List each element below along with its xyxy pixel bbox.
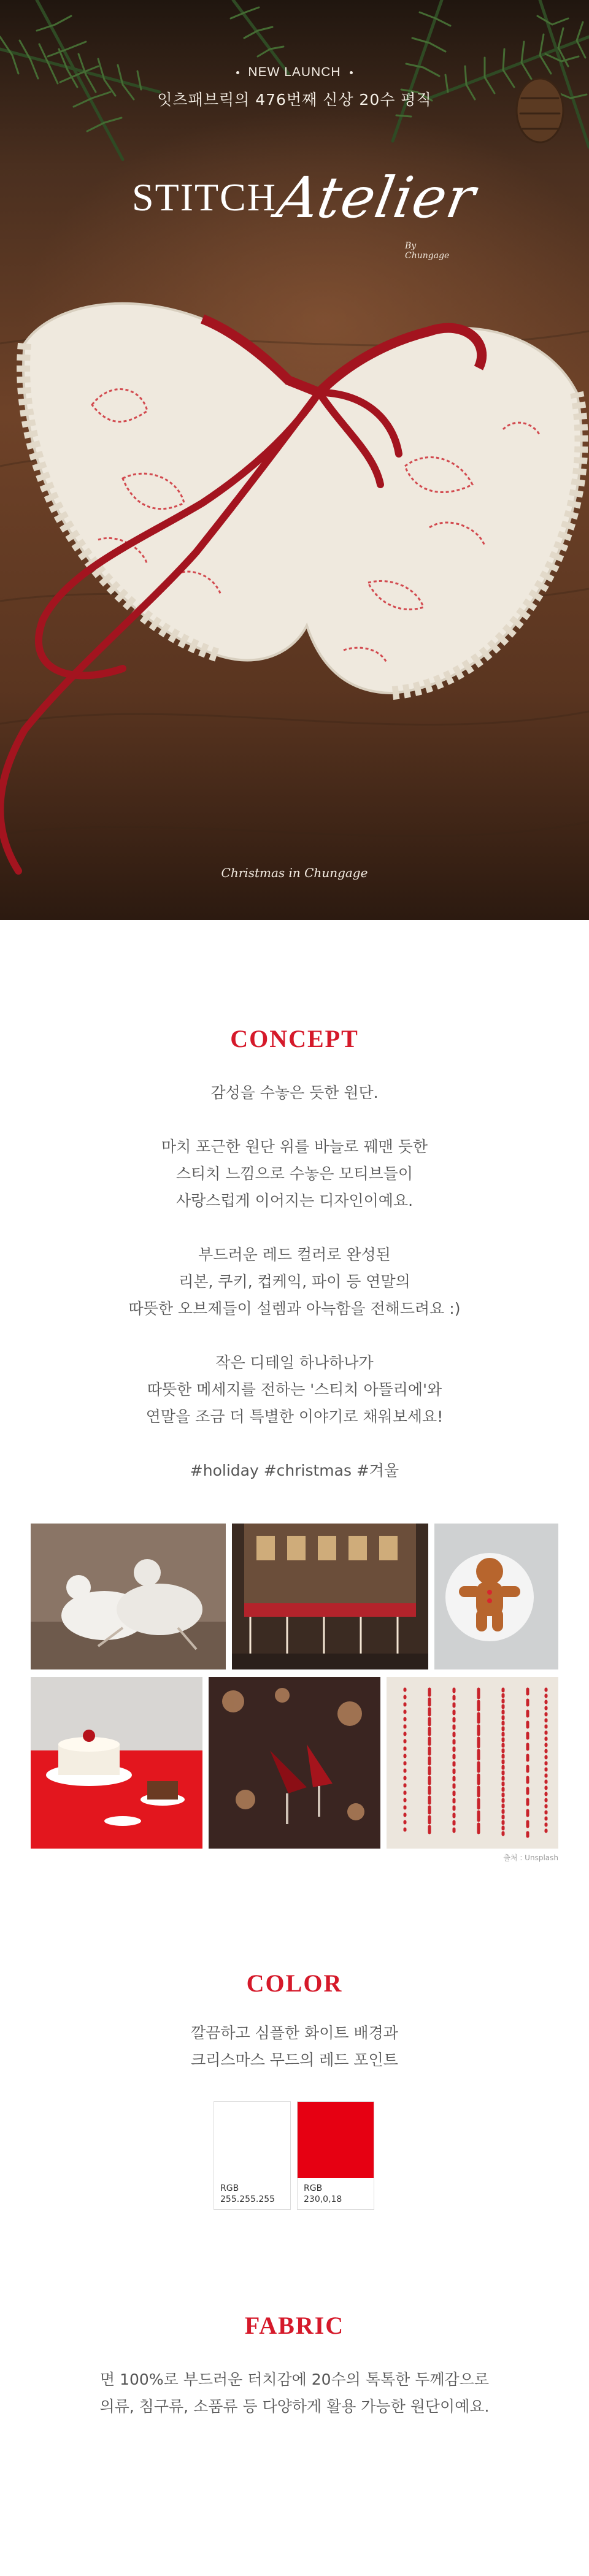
hero-script-caption: Christmas in Chungage: [221, 865, 368, 880]
photo-paris-cafe: [232, 1524, 428, 1669]
swatch-rgb-value: 230,0,18: [304, 2195, 342, 2204]
concept-title: CONCEPT: [230, 1025, 359, 1052]
photo-doves: [31, 1524, 226, 1669]
badge-label: NEW LAUNCH: [248, 65, 341, 79]
swatch-rgb-value: 255.255.255: [220, 2195, 275, 2204]
concept-line: 감성을 수놓은 듯한 원단.: [210, 1084, 379, 1102]
photo-cake: [31, 1677, 202, 1849]
concept-line: 부드러운 레드 컬러로 완성된: [198, 1246, 391, 1263]
photo-wine-toast: [209, 1677, 380, 1849]
bullet-dot: [236, 71, 239, 74]
concept-line: 연말을 조금 더 특별한 이야기로 채워보세요!: [145, 1408, 444, 1425]
logo-stitch-text: STITCH: [132, 175, 277, 219]
photo-gingerbread: [434, 1524, 558, 1669]
concept-text: [0, 1079, 589, 1484]
collar-product: [0, 304, 581, 871]
color-line: 크리스마스 무드의 레드 포인트: [191, 2051, 398, 2069]
bullet-dot: [350, 71, 353, 74]
swatch-label: [220, 2183, 275, 2205]
color-line: 깔끔하고 심플한 화이트 배경과: [191, 2024, 398, 2042]
fabric-line: 면 100%로 부드러운 터치감에 20수의 톡톡한 두께감으로: [100, 2371, 489, 2388]
swatch-fill: [214, 2102, 290, 2178]
fabric-text: [0, 2366, 589, 2420]
hero-subtitle: 잇츠패브릭의 476번째 신상 20수 평직: [157, 91, 432, 109]
concept-line: 사랑스럽게 이어지는 디자인이예요.: [175, 1192, 414, 1209]
concept-line: 따뜻한 오브제들이 설렘과 아늑함을 전해드려요 :): [128, 1300, 461, 1317]
swatch-rgb-label: RGB: [220, 2183, 239, 2193]
color-title: COLOR: [246, 1969, 343, 1997]
swatch-label: [304, 2183, 342, 2205]
concept-line: [0, 1322, 589, 1349]
photo-stitch-samples: [387, 1677, 558, 1849]
hero-banner: [0, 0, 589, 920]
stitch-atelier-logo: [132, 165, 480, 261]
swatch-red: [297, 2101, 374, 2210]
new-launch-badge: [0, 65, 589, 80]
swatch-fill: [298, 2102, 374, 2178]
concept-line: 마치 포근한 원단 위를 바늘로 꿰맨 듯한: [161, 1138, 428, 1156]
swatch-rgb-label: RGB: [304, 2183, 323, 2193]
concept-line: 따뜻한 메세지를 전하는 '스티치 아뜰리에'와: [147, 1381, 442, 1398]
concept-line: 스티치 느낌으로 수놓은 모티브들이: [175, 1165, 414, 1183]
photo-credit: 출처 : Unsplash: [503, 1853, 558, 1862]
fabric-line: 의류, 침구류, 소품류 등 다양하게 활용 가능한 원단이예요.: [99, 2398, 490, 2415]
logo-atelier-text: Atelier: [272, 165, 480, 231]
color-text: [0, 2020, 589, 2074]
fabric-title: FABRIC: [244, 2312, 345, 2339]
concept-line: [0, 1430, 589, 1457]
pine-branches: [0, 0, 589, 159]
concept-line: [0, 1106, 589, 1133]
swatch-white: [214, 2101, 291, 2210]
concept-line: 리본, 쿠키, 컵케익, 파이 등 연말의: [179, 1273, 410, 1290]
hero-photo: [0, 0, 589, 920]
concept-line: 작은 디테일 하나하나가: [215, 1354, 374, 1371]
concept-line: [0, 1214, 589, 1241]
hashtags: #holiday #christmas #겨울: [190, 1462, 399, 1479]
logo-by-text: By Chungage: [405, 241, 450, 261]
